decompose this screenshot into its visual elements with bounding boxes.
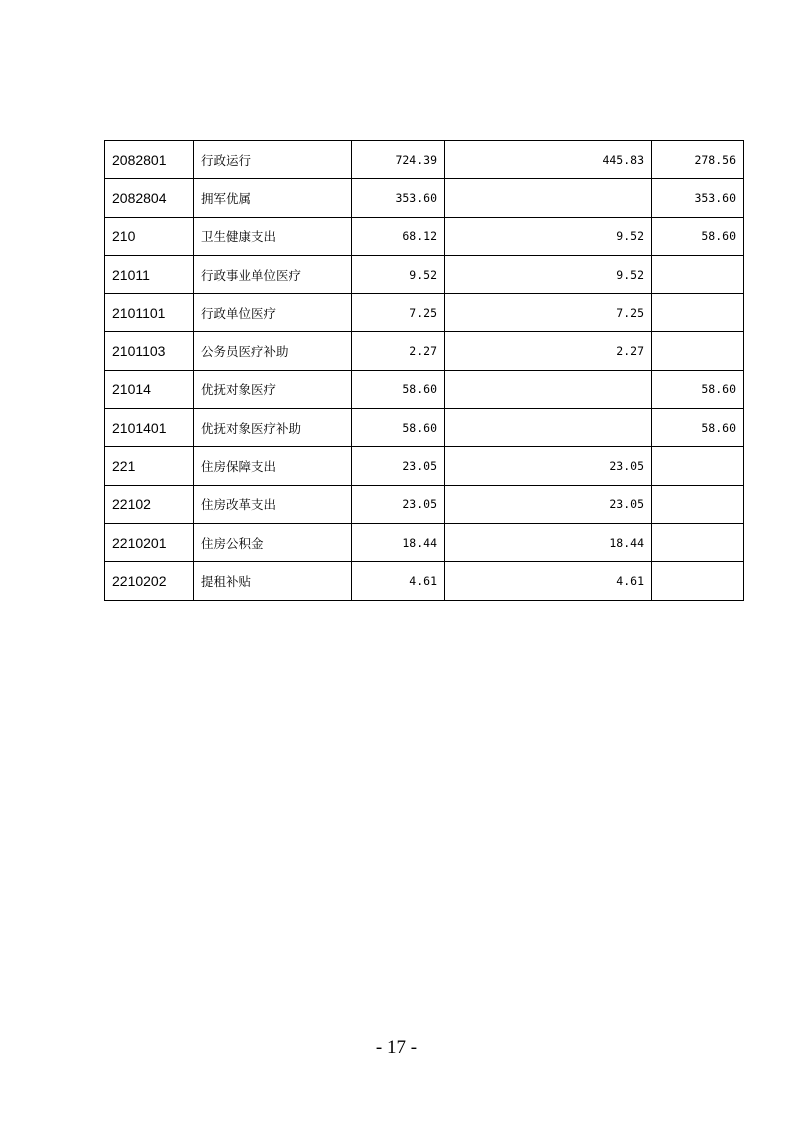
total-amount: 58.60 <box>352 370 445 408</box>
table-row <box>105 523 744 561</box>
basic-expenditure: 23.05 <box>445 447 652 485</box>
basic-expenditure: 9.52 <box>445 217 652 255</box>
table-row <box>105 562 744 600</box>
budget-table <box>104 140 744 601</box>
basic-expenditure: 7.25 <box>445 294 652 332</box>
subject-code: 2210201 <box>105 523 194 561</box>
table-row <box>105 179 744 217</box>
subject-name: 住房保障支出 <box>194 447 352 485</box>
project-expenditure: 58.60 <box>652 370 744 408</box>
subject-name: 拥军优属 <box>194 179 352 217</box>
subject-name: 优抚对象医疗 <box>194 370 352 408</box>
subject-name: 提租补贴 <box>194 562 352 600</box>
project-expenditure <box>652 485 744 523</box>
table-row <box>105 370 744 408</box>
project-expenditure <box>652 523 744 561</box>
basic-expenditure: 23.05 <box>445 485 652 523</box>
subject-code: 2082804 <box>105 179 194 217</box>
project-expenditure <box>652 294 744 332</box>
subject-code: 2210202 <box>105 562 194 600</box>
table-row <box>105 485 744 523</box>
table-row <box>105 255 744 293</box>
project-expenditure: 58.60 <box>652 217 744 255</box>
subject-code: 2101101 <box>105 294 194 332</box>
basic-expenditure: 9.52 <box>445 255 652 293</box>
subject-name: 住房改革支出 <box>194 485 352 523</box>
project-expenditure <box>652 332 744 370</box>
table-row <box>105 332 744 370</box>
total-amount: 18.44 <box>352 523 445 561</box>
subject-code: 221 <box>105 447 194 485</box>
table-row <box>105 447 744 485</box>
subject-name: 公务员医疗补助 <box>194 332 352 370</box>
total-amount: 58.60 <box>352 409 445 447</box>
project-expenditure <box>652 447 744 485</box>
total-amount: 4.61 <box>352 562 445 600</box>
subject-code: 2082801 <box>105 141 194 179</box>
total-amount: 68.12 <box>352 217 445 255</box>
total-amount: 7.25 <box>352 294 445 332</box>
basic-expenditure: 445.83 <box>445 141 652 179</box>
budget-table-body <box>105 141 744 601</box>
subject-code: 2101401 <box>105 409 194 447</box>
basic-expenditure: 4.61 <box>445 562 652 600</box>
total-amount: 9.52 <box>352 255 445 293</box>
page-number: - 17 - <box>375 1037 418 1058</box>
project-expenditure: 278.56 <box>652 141 744 179</box>
table-row <box>105 294 744 332</box>
basic-expenditure: 18.44 <box>445 523 652 561</box>
subject-code: 22102 <box>105 485 194 523</box>
subject-name: 优抚对象医疗补助 <box>194 409 352 447</box>
subject-name: 行政运行 <box>194 141 352 179</box>
table-row <box>105 217 744 255</box>
basic-expenditure <box>445 370 652 408</box>
total-amount: 2.27 <box>352 332 445 370</box>
subject-name: 住房公积金 <box>194 523 352 561</box>
project-expenditure: 353.60 <box>652 179 744 217</box>
project-expenditure <box>652 562 744 600</box>
total-amount: 23.05 <box>352 447 445 485</box>
subject-code: 210 <box>105 217 194 255</box>
total-amount: 23.05 <box>352 485 445 523</box>
subject-name: 行政事业单位医疗 <box>194 255 352 293</box>
basic-expenditure <box>445 179 652 217</box>
basic-expenditure: 2.27 <box>445 332 652 370</box>
subject-code: 21014 <box>105 370 194 408</box>
project-expenditure <box>652 255 744 293</box>
total-amount: 724.39 <box>352 141 445 179</box>
table-row <box>105 141 744 179</box>
total-amount: 353.60 <box>352 179 445 217</box>
table-row <box>105 409 744 447</box>
subject-code: 2101103 <box>105 332 194 370</box>
subject-name: 行政单位医疗 <box>194 294 352 332</box>
basic-expenditure <box>445 409 652 447</box>
subject-code: 21011 <box>105 255 194 293</box>
subject-name: 卫生健康支出 <box>194 217 352 255</box>
project-expenditure: 58.60 <box>652 409 744 447</box>
